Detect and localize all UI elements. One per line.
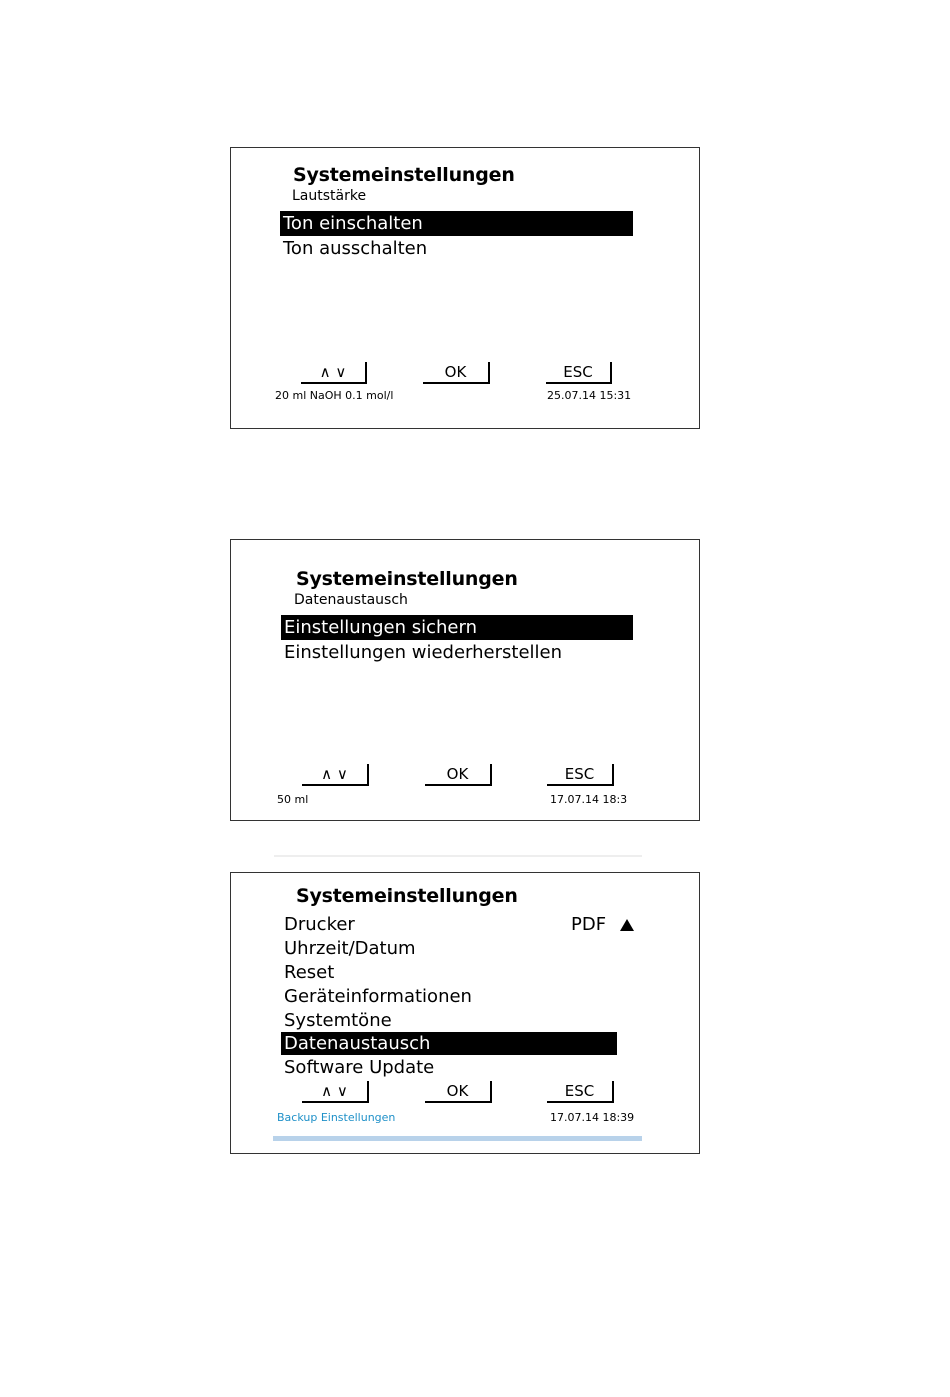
screen-systemeinstellungen — [230, 872, 700, 1154]
highlight-bar — [273, 1136, 642, 1141]
status-datetime: 25.07.14 15:31 — [547, 389, 632, 402]
esc-button[interactable]: ESC — [547, 1081, 614, 1103]
triangle-up-icon[interactable] — [620, 919, 634, 931]
menu-item-einstellungen-wiederherstellen[interactable]: Einstellungen wiederherstellen — [284, 642, 562, 663]
screen-subtitle: Datenaustausch — [294, 592, 408, 608]
screen-datenaustausch — [230, 539, 700, 821]
divider — [274, 855, 642, 857]
navigate-up-down-button[interactable]: ∧ ∨ — [302, 1081, 369, 1103]
navigate-up-down-button[interactable]: ∧ ∨ — [302, 764, 369, 786]
esc-button[interactable]: ESC — [547, 764, 614, 786]
menu-item-ton-einschalten[interactable]: Ton einschalten — [280, 211, 633, 236]
menu-item-ton-ausschalten[interactable]: Ton ausschalten — [283, 238, 428, 259]
esc-button[interactable]: ESC — [546, 362, 612, 384]
menu-item-drucker[interactable]: Drucker — [284, 914, 355, 935]
drucker-value: PDF — [571, 914, 607, 935]
menu-item-systemtoene[interactable]: Systemtöne — [284, 1010, 392, 1031]
ok-button[interactable]: OK — [425, 1081, 492, 1103]
screen-title: Systemeinstellungen — [293, 164, 515, 186]
status-hint: Backup Einstellungen — [277, 1111, 396, 1124]
screen-lautstaerke — [230, 147, 700, 429]
status-datetime: 17.07.14 18:3 — [550, 793, 628, 806]
menu-item-reset[interactable]: Reset — [284, 962, 335, 983]
menu-item-geraeteinformationen[interactable]: Geräteinformationen — [284, 986, 472, 1007]
screen-title: Systemeinstellungen — [296, 885, 518, 907]
screen-title: Systemeinstellungen — [296, 568, 518, 590]
menu-item-einstellungen-sichern[interactable]: Einstellungen sichern — [281, 615, 633, 640]
status-datetime: 17.07.14 18:39 — [550, 1111, 635, 1124]
ok-button[interactable]: OK — [425, 764, 492, 786]
navigate-up-down-button[interactable]: ∧ ∨ — [301, 362, 367, 384]
menu-item-datenaustausch[interactable]: Datenaustausch — [281, 1032, 617, 1055]
ok-button[interactable]: OK — [423, 362, 490, 384]
status-method: 20 ml NaOH 0.1 mol/l — [275, 389, 394, 402]
status-method: 50 ml — [277, 793, 309, 806]
screen-subtitle: Lautstärke — [292, 188, 367, 204]
menu-item-software-update[interactable]: Software Update — [284, 1057, 435, 1078]
menu-item-uhrzeit-datum[interactable]: Uhrzeit/Datum — [284, 938, 416, 959]
